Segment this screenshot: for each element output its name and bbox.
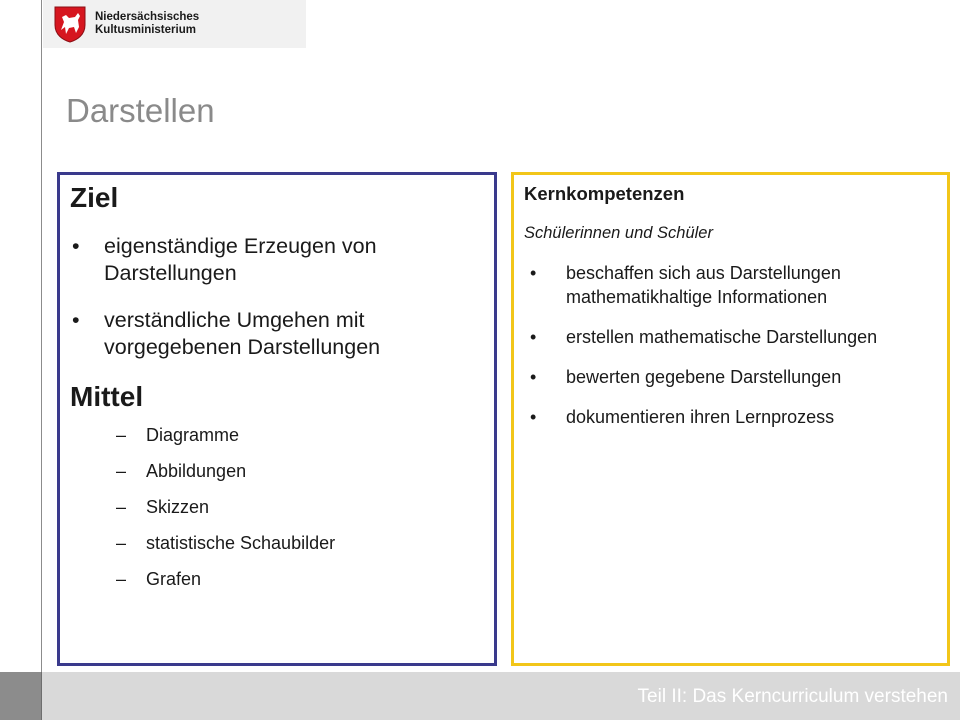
mittel-item-text: statistische Schaubilder bbox=[146, 533, 336, 553]
ziel-bullet-text: verständliche Umgehen mit vorgegebenen Darstellungen bbox=[104, 308, 381, 359]
list-item bbox=[70, 496, 484, 518]
mittel-item-text: Diagramme bbox=[146, 425, 240, 445]
mittel-list bbox=[70, 424, 484, 590]
dash-glyph: – bbox=[116, 461, 127, 481]
footer-left-block bbox=[0, 672, 42, 720]
bullet-glyph: • bbox=[530, 263, 537, 283]
list-item bbox=[70, 532, 484, 554]
ministry-logo bbox=[43, 0, 306, 48]
dash-glyph: – bbox=[116, 533, 127, 553]
list-item bbox=[524, 405, 937, 429]
ziel-panel bbox=[57, 172, 497, 666]
lower-saxony-horse-crest-icon bbox=[53, 5, 87, 43]
bullet-glyph: • bbox=[530, 367, 537, 387]
mittel-item-text: Abbildungen bbox=[146, 461, 247, 481]
list-item bbox=[70, 460, 484, 482]
kern-bullet-text: bewerten gegebene Darstellungen bbox=[566, 367, 842, 387]
footer-bar bbox=[0, 672, 960, 720]
kern-bullet-text: dokumentieren ihren Lernprozess bbox=[566, 407, 835, 427]
list-item bbox=[524, 261, 937, 309]
list-item bbox=[70, 568, 484, 590]
dash-glyph: – bbox=[116, 497, 127, 517]
bullet-glyph: • bbox=[72, 308, 80, 332]
dash-glyph: – bbox=[116, 569, 127, 589]
list-item bbox=[70, 233, 484, 287]
kern-bullet-text: erstellen mathematische Darstellungen bbox=[566, 327, 878, 347]
mittel-item-text: Grafen bbox=[146, 569, 202, 589]
slide-title: Darstellen bbox=[66, 92, 215, 129]
ministry-name bbox=[95, 11, 199, 37]
ziel-bullet-list bbox=[70, 233, 484, 361]
list-item bbox=[524, 365, 937, 389]
left-sidebar-rule bbox=[0, 0, 42, 672]
bullet-glyph: • bbox=[530, 407, 537, 427]
mittel-item-text: Skizzen bbox=[146, 497, 210, 517]
list-item bbox=[70, 424, 484, 446]
footer-text: Teil II: Das Kerncurriculum verstehen bbox=[637, 686, 948, 707]
list-item bbox=[70, 307, 484, 361]
kernkompetenzen-heading: Kernkompetenzen bbox=[524, 183, 685, 204]
kernkompetenzen-panel bbox=[511, 172, 950, 666]
bullet-glyph: • bbox=[530, 327, 537, 347]
kernkompetenzen-subheading: Schülerinnen und Schüler bbox=[524, 224, 713, 242]
bullet-glyph: • bbox=[72, 234, 80, 258]
kern-bullet-text: beschaffen sich aus Darstellungen mathematikhaltige Informationen bbox=[566, 263, 841, 307]
ziel-heading: Ziel bbox=[70, 182, 119, 213]
dash-glyph: – bbox=[116, 425, 127, 445]
ministry-name-line1: Niedersächsisches bbox=[95, 11, 200, 23]
ziel-bullet-text: eigenständige Erzeugen von Darstellungen bbox=[104, 234, 377, 285]
ministry-name-line2: Kultusministerium bbox=[95, 24, 196, 36]
list-item bbox=[524, 325, 937, 349]
mittel-heading: Mittel bbox=[70, 381, 144, 412]
kernkompetenzen-list bbox=[524, 261, 937, 429]
